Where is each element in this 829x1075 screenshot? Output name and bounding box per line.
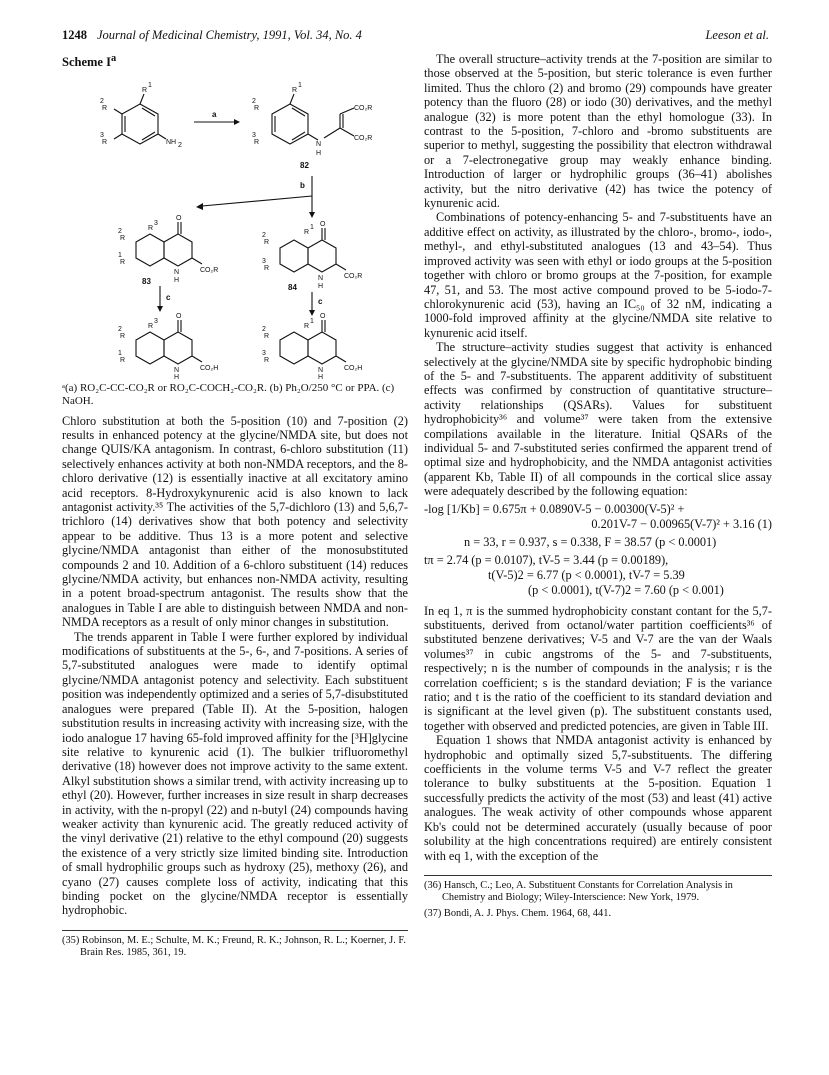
svg-text:H: H (174, 276, 180, 284)
footnote-36: (36) Hansch, C.; Leo, A. Substituent Constants for Correlation Analysis in Chemistry and Biology; Wiley-Interscience: New York, 1979. (424, 879, 733, 904)
running-header-authors: Leeson et al. (705, 28, 769, 42)
svg-text:R: R (120, 356, 126, 364)
footnote-rule-left (62, 930, 408, 931)
svg-text:N: N (318, 366, 324, 374)
svg-text:c: c (166, 292, 171, 302)
svg-text:N: N (174, 366, 180, 374)
right-paragraph-3: The structure–activity studies suggest that activity is enhanced selectively at the glycine/NMDA site by specific hydrophobic binding of the 5- and 7-substituents. The apparent additivity of substituent effects was confirmed by construction of quantitative structure–activity relationships (QSARs). Values for substituent hydrophobicity³⁶ and volume³⁷ were taken from the extensive compilations available in the literature. Initial QSARs of the individual 5- and 7-substituted series confirmed the apparent trend of optimal size and hydrophobicity, and the NMDA antagonist activities (apparent Kb, Table II) of all compounds in the cortical slice assay were adequately described by the following equation: (424, 340, 772, 499)
left-column (62, 52, 408, 963)
compound-82-structure (252, 82, 372, 170)
equation-stats-1: n = 33, r = 0.937, s = 0.338, F = 38.57 (p < 0.0001) (464, 534, 717, 549)
acid-from-84-structure (262, 313, 362, 380)
svg-text:R: R (264, 332, 270, 340)
svg-text:H: H (318, 373, 324, 380)
equation-stats-3: t(V-5)2 = 6.77 (p < 0.0001), tV-7 = 5.39 (488, 567, 685, 582)
reaction-scheme (62, 72, 408, 380)
left-paragraph-1: Chloro substitution at both the 5-position (10) and 7-position (2) results in enhanced potency at the glycine/NMDA site, but does not change QUIS/KA antagonism. In contrast, 6-chloro substitution (11) selectively enhances activity at both non-NMDA receptors, and the 8-chloro derivative (12) is essentially inactive at all excitatory amino acid receptors. 8-Hydroxykynurenic acid is also known to lack antagonist activity.³⁵ The activities of the 5,7-dichloro (13) and 5,6,7-trichloro (14) derivatives show that both potency and selectivity appear to be additive. Thus 13 is a more potent and selective glycine/NMDA antagonist than either of the monosubstituted compounds 2 and 10. Addition of a 6-chloro substituent (14) reduces glycine/NMDA activity, but enhances non-NMDA activity, resulting in a potent broad-spectrum antagonist. The results show that the analogues in Table I are able to distinguish between NMDA and non-NMDA receptors as a result of only minor changes in substitution. (62, 413, 408, 630)
svg-text:1: 1 (310, 317, 314, 325)
svg-text:84: 84 (288, 282, 297, 292)
svg-text:3: 3 (252, 131, 256, 139)
svg-text:3: 3 (262, 349, 266, 357)
svg-text:R: R (292, 86, 298, 94)
svg-text:2: 2 (100, 97, 104, 105)
svg-text:CO₂H: CO₂H (344, 364, 363, 372)
svg-text:O: O (176, 312, 182, 320)
svg-text:2: 2 (252, 97, 256, 105)
svg-text:CO₂R: CO₂R (354, 104, 373, 112)
acid-from-83-structure (118, 313, 218, 380)
svg-text:CO₂R: CO₂R (354, 134, 373, 142)
svg-text:83: 83 (142, 276, 151, 286)
svg-text:1: 1 (118, 251, 122, 259)
svg-text:N: N (174, 268, 180, 276)
svg-text:NH: NH (166, 138, 177, 146)
svg-text:R: R (120, 332, 126, 340)
svg-text:3: 3 (262, 257, 266, 265)
svg-text:R: R (148, 322, 154, 330)
page-number: 1248 (62, 28, 87, 42)
right-paragraph-4: In eq 1, π is the summed hydrophobicity constant contant for the 5,7-substituents, derived from octanol/water partition coefficients³⁶ of substituted benzene derivatives; V-5 and V-7 are the van der Waals volumes³⁷ in cubic angstroms of the 5- and 7-substituents, respectively; n is the number of compounds in the analysis; r is the correlation coefficient; s is the standard deviation; F is the variance ratio; and t is the ratio of the coefficient to its standard deviation and is significant at the level given (p). The substituent constants used, together with observed and predicted potencies, are given in Table III. (424, 603, 772, 733)
svg-text:N: N (316, 140, 322, 148)
svg-text:1: 1 (310, 223, 314, 231)
aniline-structure (100, 82, 182, 149)
svg-text:R: R (304, 228, 310, 236)
svg-text:1: 1 (118, 349, 122, 357)
svg-text:1: 1 (298, 81, 302, 89)
svg-text:82: 82 (300, 160, 309, 170)
footnote-rule-right (424, 875, 772, 876)
svg-text:2: 2 (178, 141, 182, 149)
svg-text:2: 2 (262, 325, 266, 333)
svg-text:2: 2 (262, 231, 266, 239)
svg-text:R: R (264, 238, 270, 246)
equation-line-1: -log [1/Kb] = 0.675π + 0.0890V-5 − 0.00300(V-5)² + (424, 501, 685, 516)
running-header-left (62, 28, 362, 43)
svg-text:3: 3 (154, 317, 158, 325)
svg-text:CO₂H: CO₂H (200, 364, 219, 372)
journal-citation: Journal of Medicinal Chemistry, 1991, Vol. 34, No. 4 (97, 28, 362, 42)
right-column (424, 52, 772, 923)
right-paragraph-2: Combinations of potency-enhancing 5- and 7-substituents have an additive effect on activity, as illustrated by the chloro-, bromo-, iodo-, methyl-, and ethyl-substituted analogues (13 and 43–54). Thus improved activity was seen with ethyl or iodo groups at the 5-position together with chloro or bromo groups at the 7-position, for example 47, 51, and 53. The most active compound proved to be 5-iodo-7-chlorokynurenic acid (53), having an IC₅₀ of 32 nM, indicating a 1000-fold improved affinity at the glycine/NMDA site relative to kynurenic acid itself. (424, 210, 772, 340)
svg-text:b: b (300, 180, 305, 190)
equation-stats-2: tπ = 2.74 (p = 0.0107), tV-5 = 3.44 (p = 0.00189), (424, 552, 669, 567)
footnote-37: (37) Bondi, A. J. Phys. Chem. 1964, 68, 441. (424, 907, 612, 919)
scheme-footnote: ᵃ(a) RO₂C-CC-CO₂R or RO₂C-COCH₂-CO₂R. (b) Ph₂O/250 °C or PPA. (c) NaOH. (62, 381, 395, 407)
equation-stats-4: (p < 0.0001), t(V-7)2 = 7.60 (p < 0.001) (528, 582, 724, 597)
footnote-35: (35) Robinson, M. E.; Schulte, M. K.; Freund, R. K.; Johnson, R. L.; Koerner, J. F. Brain Res. 1985, 361, 19. (62, 934, 406, 959)
svg-text:O: O (320, 312, 326, 320)
svg-text:H: H (174, 373, 180, 380)
svg-text:R: R (264, 356, 270, 364)
equation-line-2: 0.201V-7 − 0.00965(V-7)² + 3.16 (1) (591, 516, 772, 531)
left-paragraph-2: The trends apparent in Table I were further explored by individual modifications of substituents at the 5-, 6-, and 7-positions. A series of 5,7-substituted analogues were made to identify optimal glycine/NMDA antagonist potency and selectivity. Each substituent position was independently optimized and a series of 5,7-disubstituted analogues were prepared (Table II). At the 5-position, halogen substitution results in increasing activity with increasing size, with the iodo analogue 17 having 65-fold improved affinity for the [³H]glycine site relative to kynurenic acid (1). The bulkier trifluoromethyl derivative (18) however does not improve activity to the same extent. Alkyl substitution shows a similar trend, with activity increasing up to ethyl (20). However, further increases in size result in sharp decreases in activity, with the n-propyl (22) and n-butyl (24) compounds having weaker activity than kynurenic acid. The greatly reduced activity of the vinyl derivative (21) relative to the ethyl compound (20) suggests the existence of a very strictly size limited binding site. Introduction of small hydrophilic groups such as hydroxy (25), methoxy (26), and cyano (27) causes complete loss of activity, indicating that this binding pocket on the glycine/NMDA receptor is essentially hydrophobic. (62, 629, 408, 918)
svg-text:H: H (316, 149, 322, 157)
compound-83-structure (118, 215, 218, 286)
svg-text:R: R (120, 234, 126, 242)
svg-text:CO₂R: CO₂R (200, 266, 219, 274)
svg-text:H: H (318, 282, 324, 290)
svg-text:R: R (254, 138, 260, 146)
svg-text:CO₂R: CO₂R (344, 272, 363, 280)
svg-text:1: 1 (148, 81, 152, 89)
svg-text:a: a (212, 109, 217, 119)
right-paragraph-5: Equation 1 shows that NMDA antagonist activity is enhanced by hydrophobic and optimally sized 5,7-substituents. The differing coefficients in the volume terms V-5 and V-7 reflect the greater tolerance to bulky substituents at the 5-position. Equation 1 successfully predicts the activity of the most (53) and least (41) active analogues. The weak activity of other compounds whose apparent Kb's could not be determined accurately (usually because of poor solubility at the high concentrations required) are entirely consistent with eq 1, with the exception of the (424, 733, 772, 863)
svg-text:3: 3 (100, 131, 104, 139)
svg-text:R: R (142, 86, 148, 94)
svg-text:3: 3 (154, 219, 158, 227)
svg-text:c: c (318, 296, 323, 306)
svg-text:2: 2 (118, 227, 122, 235)
svg-text:2: 2 (118, 325, 122, 333)
svg-text:O: O (320, 220, 326, 228)
scheme-title: Scheme $I^a$ (62, 53, 117, 70)
compound-84-structure (262, 221, 362, 292)
svg-text:R: R (264, 264, 270, 272)
equation-1 (424, 502, 772, 598)
svg-text:R: R (254, 104, 260, 112)
right-paragraph-1: The overall structure–activity trends at the 7-position are similar to those observed at the 5-position, but steric tolerance is even further limited. Thus the chloro (2) and bromo (29) compounds have greater potency than the fluoro (28) or iodo (30) derivatives, and the methyl analogue (32) is more potent than the ethyl homologue (33). In contrast to the 5-position, 7-chloro and -bromo substituents are superior to methyl, suggesting the possibility that electron withdrawal or a 7-electronegative group may weakly enhance binding. Introduction of larger or hydrophilic groups (36–41) abolishes activity, but the nitro derivative (42) has twice the potency of kynurenic acid. (424, 52, 772, 211)
svg-text:R: R (102, 104, 108, 112)
svg-text:R: R (304, 322, 310, 330)
svg-text:N: N (318, 274, 324, 282)
svg-text:O: O (176, 214, 182, 222)
svg-text:R: R (102, 138, 108, 146)
svg-text:R: R (120, 258, 126, 266)
svg-text:R: R (148, 224, 154, 232)
